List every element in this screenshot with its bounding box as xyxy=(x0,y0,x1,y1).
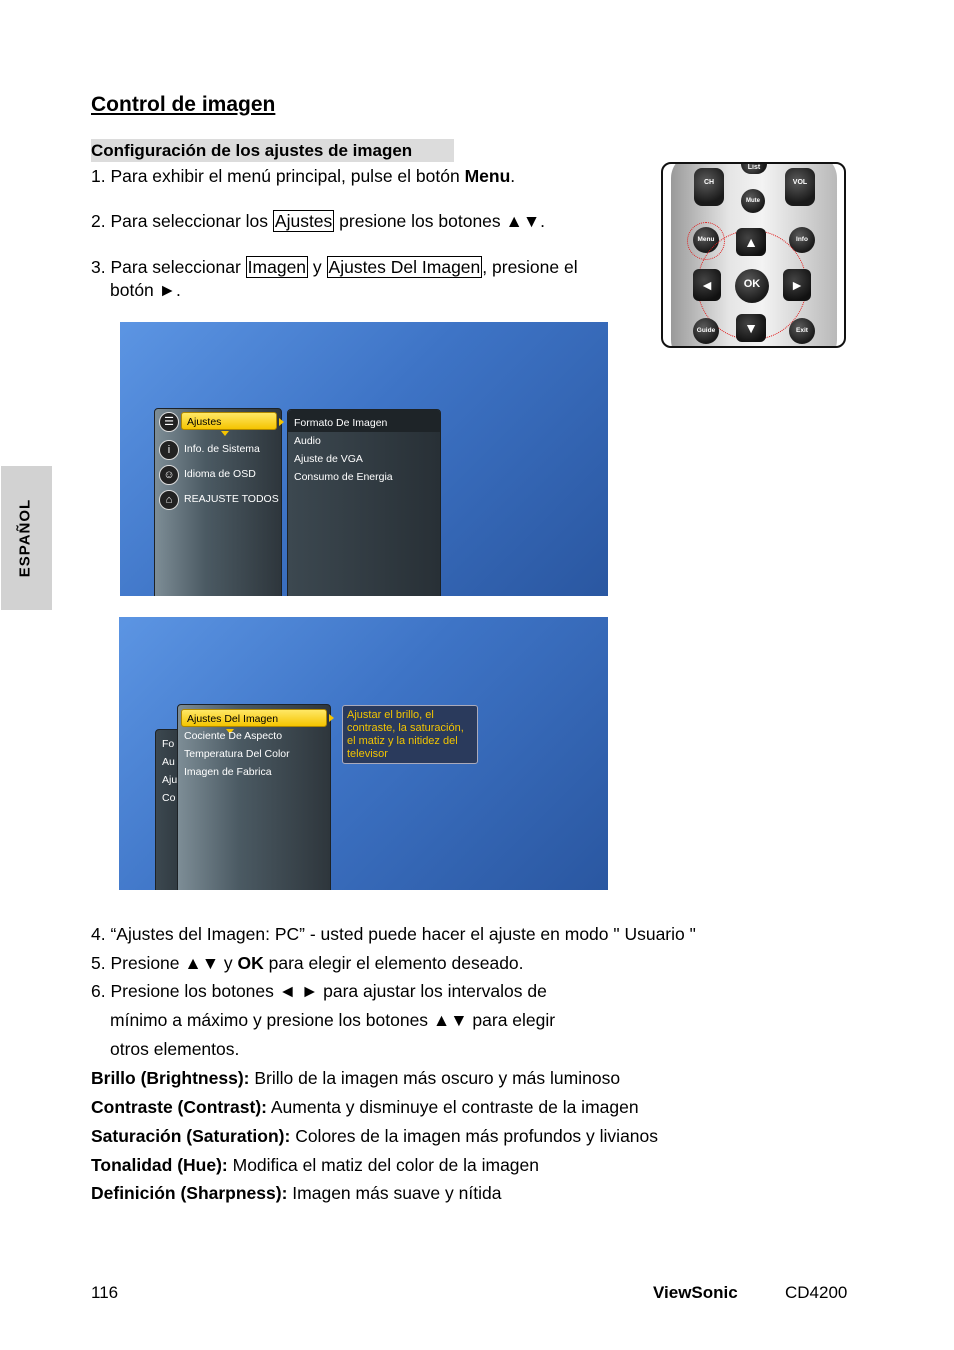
submenu-item: Ajuste de VGA xyxy=(294,453,363,465)
footer-model: CD4200 xyxy=(785,1283,848,1302)
definition-contrast: Contraste (Contrast): Aumenta y disminuye el contraste de la imagen xyxy=(91,1097,639,1117)
mute-button: Mute xyxy=(741,189,765,213)
definition-hue: Tonalidad (Hue): Modifica el matiz del color de la imagen xyxy=(91,1155,540,1175)
step-5: 5. Presione ▲▼ y OK para elegir el elemento deseado. xyxy=(91,953,524,973)
selected-highlight: Ajustes xyxy=(181,412,277,430)
submenu-item: Formato De Imagen xyxy=(294,417,388,429)
submenu-item: Co xyxy=(162,792,176,804)
step-4: 4. “Ajustes del Imagen: PC” - usted puede hacer el ajuste en modo " Usuario " xyxy=(91,924,696,944)
guide-button: Guide xyxy=(693,318,719,344)
section-subheading: Configuración de los ajustes de imagen xyxy=(91,139,454,162)
language-tab-label: ESPAÑOL xyxy=(16,498,34,578)
remote-control-image xyxy=(661,162,846,348)
ok-button: OK xyxy=(735,269,769,303)
step-6: 6. Presione los botones ◄ ► para ajustar los intervalos de xyxy=(91,981,547,1001)
definition-sharpness: Definición (Sharpness): Imagen más suave y nítida xyxy=(91,1183,502,1203)
submenu-item: Aju xyxy=(162,774,178,786)
page-number: 116 xyxy=(91,1283,119,1302)
definition-brightness: Brillo (Brightness): Brillo de la imagen más oscuro y más luminoso xyxy=(91,1068,621,1088)
home-icon: ⌂ xyxy=(159,490,179,510)
picture-submenu-panel xyxy=(177,704,331,890)
boxed-term: Ajustes Del Imagen xyxy=(328,257,481,277)
list-button: List xyxy=(741,162,767,174)
boxed-term: Ajustes xyxy=(274,211,333,231)
info-icon: i xyxy=(159,440,179,460)
down-arrow-button: ▼ xyxy=(736,314,766,342)
main-menu-panel xyxy=(154,408,282,596)
step-1: 1. Para exhibir el menú principal, pulse el botón Menu. xyxy=(91,166,516,186)
submenu-item: Consumo de Energia xyxy=(294,471,393,483)
exit-button: Exit xyxy=(789,318,815,344)
menu-item xyxy=(155,409,281,433)
submenu-item: Cociente De Aspecto xyxy=(184,730,283,742)
footer-brand: ViewSonic xyxy=(653,1283,738,1302)
right-caret-icon xyxy=(279,418,284,426)
submenu-item: Audio xyxy=(294,435,321,447)
menu-item: ⌂ REAJUSTE TODOS xyxy=(155,487,281,511)
step-3-continued: botón ►. xyxy=(110,280,181,300)
step-2: 2. Para seleccionar los Ajustes presione los botones ▲▼. xyxy=(91,211,546,231)
submenu-item: Imagen de Fabrica xyxy=(184,766,272,778)
help-tooltip: Ajustar el brillo, el contraste, la saturación, el matiz y la nitidez del televisor xyxy=(342,705,478,764)
right-arrow-button: ► xyxy=(783,269,811,301)
step-6-line-2: mínimo a máximo y presione los botones ▲▼ para elegir xyxy=(110,1010,556,1030)
vol-button: VOL xyxy=(785,168,815,206)
language-icon: ☺ xyxy=(159,465,179,485)
osd-screenshot-main-menu xyxy=(120,322,608,596)
step-3: 3. Para seleccionar Imagen y Ajustes Del Imagen , presione el xyxy=(91,257,578,277)
language-tab xyxy=(1,466,52,610)
osd-screenshot-picture-menu xyxy=(119,617,608,890)
menu-button: Menu xyxy=(693,227,719,253)
left-arrow-button: ◄ xyxy=(693,269,721,301)
up-arrow-button: ▲ xyxy=(736,228,766,256)
page-title: Control de imagen xyxy=(91,93,276,116)
ch-button: CH xyxy=(694,168,724,206)
submenu-panel xyxy=(287,409,441,596)
submenu-item: Au xyxy=(162,756,175,768)
info-button: Info xyxy=(789,227,815,253)
menu-item: i Info. de Sistema xyxy=(155,437,281,461)
down-caret-icon xyxy=(221,431,229,436)
selected-highlight: Ajustes Del Imagen xyxy=(181,709,327,727)
submenu-item: Temperatura Del Color xyxy=(184,748,290,760)
settings-icon: ☰ xyxy=(159,412,179,432)
step-6-line-3: otros elementos. xyxy=(110,1039,240,1059)
right-caret-icon xyxy=(329,714,334,722)
menu-item: ☺ Idioma de OSD xyxy=(155,462,281,486)
submenu-item: Fo xyxy=(162,738,175,750)
definition-saturation: Saturación (Saturation): Colores de la imagen más profundos y livianos xyxy=(91,1126,659,1146)
boxed-term: Imagen xyxy=(247,257,307,277)
